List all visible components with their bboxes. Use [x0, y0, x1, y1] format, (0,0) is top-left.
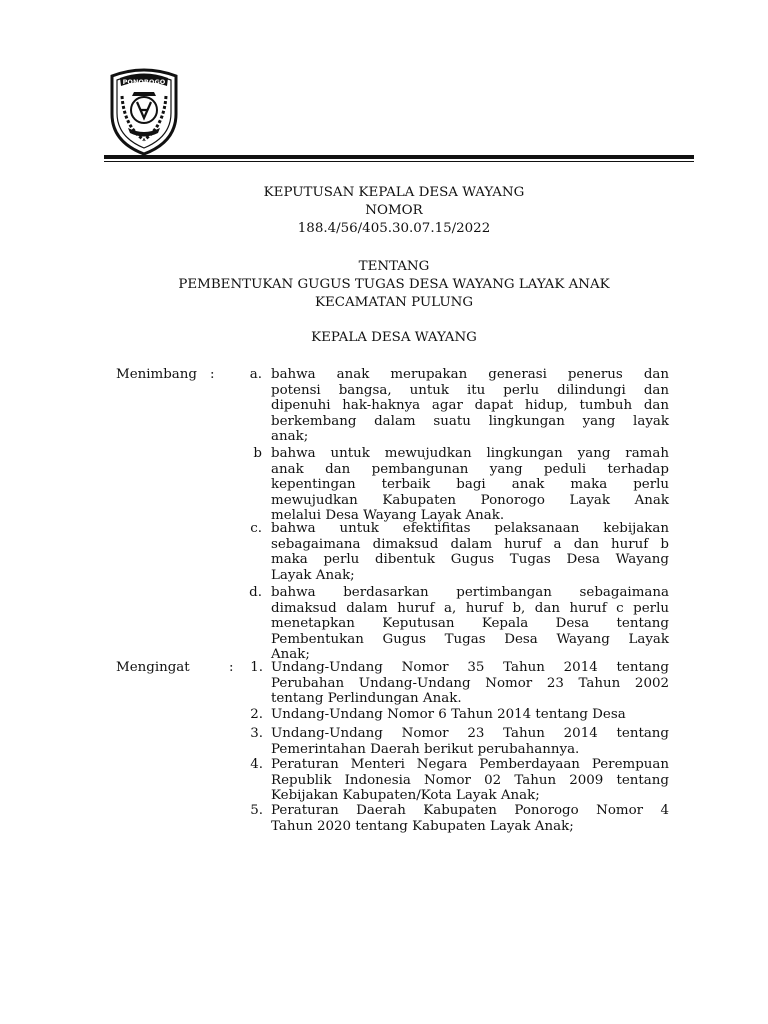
text-line: anak dan pembangunan yang peduli terhadap — [271, 461, 669, 477]
text-line: sebagaimana dimaksud dalam huruf a dan huruf b — [271, 536, 669, 552]
mengingat-item-text — [271, 660, 669, 707]
text-line: menetapkan Keputusan Kepala Desa tentang — [271, 616, 669, 632]
text-line: Republik Indonesia Nomor 02 Tahun 2009 tentang — [271, 772, 669, 788]
subject-line-2: KECAMATAN PULUNG — [314, 295, 474, 310]
about-heading: TENTANG — [358, 259, 430, 274]
text-line: melalui Desa Wayang Layak Anak. — [271, 508, 505, 524]
text-line: Undang-Undang Nomor 23 Tahun 2014 tentang — [271, 726, 669, 741]
decree-number-label: NOMOR — [365, 203, 423, 218]
mengingat-marker: 5. — [250, 803, 263, 818]
menimbang-item-text — [271, 585, 669, 663]
mengingat-label: Mengingat — [116, 660, 190, 675]
authority-heading: KEPALA DESA WAYANG — [311, 330, 477, 345]
text-line: Pembentukan Gugus Tugas Desa Wayang Layak — [271, 631, 669, 647]
text-line: Peraturan Daerah Kabupaten Ponorogo Nomor 4 — [271, 803, 669, 818]
mengingat-item-text — [271, 726, 669, 757]
text-line: potensi bangsa, untuk itu perlu dilindungi dan — [271, 382, 669, 398]
text-line: mewujudkan Kabupaten Ponorogo Layak Anak — [271, 492, 669, 508]
text-line: Pemerintahan Daerah berikut perubahannya. — [271, 741, 580, 757]
mengingat-item-text — [271, 803, 669, 834]
text-line: kepentingan terbaik bagi anak maka perlu — [271, 477, 669, 493]
emblem-icon — [104, 66, 184, 156]
mengingat-item-text — [271, 757, 669, 804]
mengingat-marker: 4. — [250, 757, 263, 772]
text-line: Perubahan Undang-Undang Nomor 23 Tahun 2002 — [271, 675, 669, 691]
text-line: maka perlu dibentuk Gugus Tugas Desa Wayang — [271, 552, 669, 568]
menimbang-item-text — [271, 446, 669, 524]
menimbang-marker: a. — [249, 367, 262, 382]
text-line: tentang Perlindungan Anak. — [271, 691, 462, 707]
menimbang-label: Menimbang — [116, 367, 197, 382]
subject-line-1: PEMBENTUKAN GUGUS TUGAS DESA WAYANG LAYAK ANAK — [178, 277, 610, 292]
header-rule-thin — [104, 161, 694, 162]
menimbang-colon: : — [210, 367, 215, 382]
text-line: Tahun 2020 tentang Kabupaten Layak Anak; — [271, 818, 574, 834]
text-line: anak; — [271, 429, 309, 445]
text-line: Peraturan Menteri Negara Pemberdayaan Perempuan — [271, 757, 669, 772]
menimbang-marker: d. — [249, 585, 262, 600]
mengingat-marker: 1. — [250, 660, 263, 675]
text-line: bahwa berdasarkan pertimbangan sebagaimana — [271, 585, 669, 600]
mengingat-item-text — [271, 707, 669, 723]
decree-number: 188.4/56/405.30.07.15/2022 — [297, 221, 491, 236]
menimbang-marker: b — [253, 446, 262, 461]
mengingat-marker: 2. — [250, 707, 263, 722]
menimbang-item-text — [271, 367, 669, 445]
mengingat-colon: : — [229, 660, 234, 675]
decree-title: KEPUTUSAN KEPALA DESA WAYANG — [263, 185, 525, 200]
menimbang-item-text — [271, 521, 669, 583]
text-line: Kebijakan Kabupaten/Kota Layak Anak; — [271, 788, 540, 804]
text-line: dimaksud dalam huruf a, huruf b, dan huruf c perlu — [271, 600, 669, 616]
text-line: Undang-Undang Nomor 6 Tahun 2014 tentang Desa — [271, 707, 626, 722]
text-line: Layak Anak; — [271, 567, 355, 583]
menimbang-marker: c. — [250, 521, 262, 536]
ponorogo-emblem — [104, 66, 184, 156]
text-line: Anak; — [271, 647, 310, 663]
text-line: Undang-Undang Nomor 35 Tahun 2014 tentang — [271, 660, 669, 675]
text-line: bahwa untuk efektifitas pelaksanaan kebijakan — [271, 521, 669, 536]
header-rule-thick — [104, 155, 694, 159]
text-line: dipenuhi hak-haknya agar dapat hidup, tumbuh dan — [271, 398, 669, 414]
text-line: bahwa untuk mewujudkan lingkungan yang ramah — [271, 446, 669, 461]
mengingat-marker: 3. — [250, 726, 263, 741]
text-line: bahwa anak merupakan generasi penerus dan — [271, 367, 669, 382]
text-line: berkembang dalam suatu lingkungan yang layak — [271, 413, 669, 429]
emblem-lettering: PONOROGO — [122, 78, 166, 86]
